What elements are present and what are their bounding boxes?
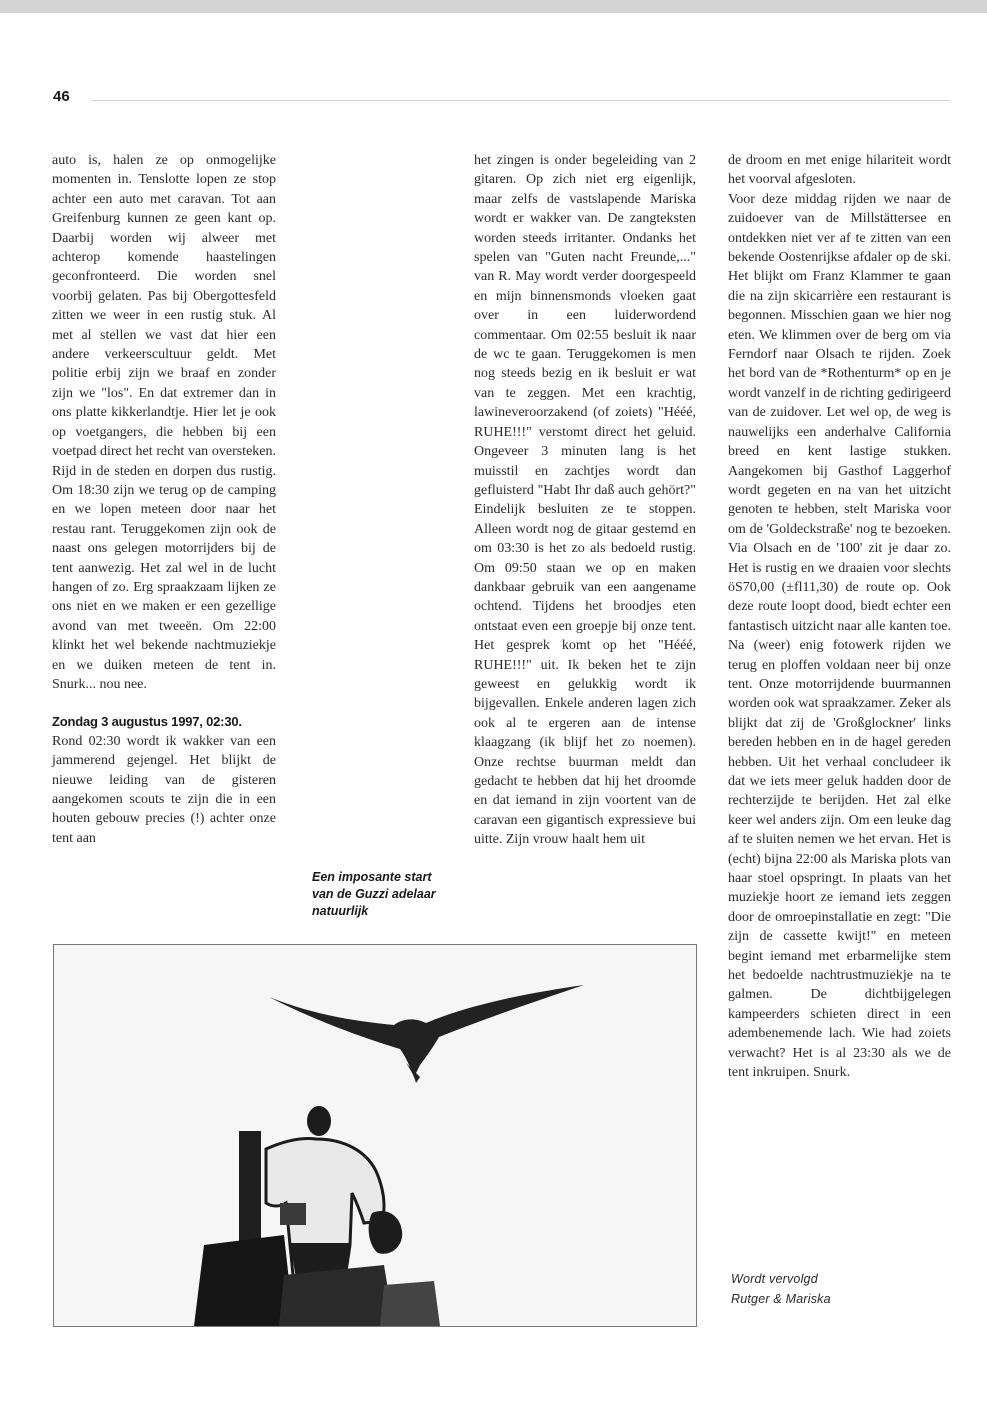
photo-caption: Een imposante start van de Guzzi adelaar natuurlijk <box>312 870 436 918</box>
header-rule <box>92 100 950 101</box>
column-1-paragraph: auto is, halen ze op onmogelijke momenten in. Tenslotte lopen ze stop achter een auto met caravan. Tot aan Greifenburg kunnen ze geen kant op. Daarbij worden wij alweer met achterop komende haastelingen geconfronteerd. Die worden snel voorbij gelaten. Pas bij Obergottesfeld zitten we weer in een rustig stuk. Al met al stellen we vast dat hier een andere verkeerscultuur geldt. Met politie erbij zijn we braaf en zonder zijn we "los". En dat extremer dan in ons platte kikkerlandtje. Hier let je ook op voetgangers, die hebben bij een voetpad direct het recht van oversteken. Rijd in de steden en dorpen dus rustig. Om 18:30 zijn we terug op de camping en we lopen meteen door naar het restau rant. Teruggekomen zijn ook de naast ons gelegen motorrijders bij de tent aanwezig. Het zal wel in de lucht hangen of zo. Erg spraakzaam lijken ze ons niet en we maken er een gezellige avond van met tweeën. Om 22:00 klinkt het wel bekende nachtmuziekje en we duiken meteen de tent in. Snurk... nou nee. <box>52 153 276 692</box>
column-1-paragraph-after-heading: Rond 02:30 wordt ik wakker van een jammerend gejengel. Het blijkt de nieuwe leiding van de gisteren aangekomen scouts te zijn die in een houten gebouw precies (!) achter onze tent aan <box>52 733 276 846</box>
column-3-paragraph-1: de droom en met enige hilariteit wordt het voorval afgesloten. <box>728 153 951 188</box>
section-heading: Zondag 3 augustus 1997, 02:30. <box>52 714 242 730</box>
article-column-1 <box>52 151 276 848</box>
eagle-photo-image <box>54 945 696 1326</box>
page-number: 46 <box>53 88 70 105</box>
scan-top-edge <box>0 0 987 13</box>
article-column-2 <box>474 151 696 850</box>
column-3-paragraph-2: Voor deze middag rijden we naar de zuidoever van de Millstättersee en ontdekken niet ver af te zitten van een bekende Oostenrijkse afdaler op de ski. Het blijkt om Franz Klammer te gaan die na zijn skicarrière een restaurant is begonnen. Misschien gaan we hier nog eten. We klimmen over de berg om via Ferndorf naar Olsach te rijden. Zoek het bord van de *Rothenturm* op en je wordt vanzelf in de richting gedirigeerd van de zuidover. Let wel op, de weg is nauwelijks een anderhalve California breed en kent lastige stukken. Aangekomen bij Gasthof Laggerhof wordt gegeten en na van het uitzicht genoten te hebben, stelt Mariska voor om de 'Goldeckstraße' nog te bezoeken. Via Olsach en de '100' zit je daar zo. Het is rustig en we draaien voor slechts öS70,00 (±fl11,30) de route op. Ook deze route loopt dood, biedt echter een fantastisch uitzicht naar alle kanten toe. Na (weer) enig fotowerk rijden we terug en ploffen voldaan neer bij onze tent. Onze motorrijdende buurmannen worden ook wat spraakzamer. Zeker als blijkt dat zij de 'Großglockner' links bereden hebben en in de hagel gereden hebben. Uit het verhaal concludeer ik dat we iets meer geluk hadden door de rechterzijde te berijden. Het zal elke keer wel anders zijn. Om een leuke dag af te sluiten nemen we het ervan. Het is (echt) bijna 22:00 als Mariska plots van haar stoel opspringt. In plaats van het muziekje hoort ze iemand iets zeggen door de omroepinstallatie en zegt: "Die zijn de cassette kwijt!" en meteen begint iemand met erbarmelijke stem het bedoelde nachtrustmuziekje na te galmen. De dichtbijgelegen kampeerders schieten direct in een adembenemende lach. Wie had zoiets verwacht? Het is al 23:30 als we de tent inkruipen. Snurk. <box>728 191 951 1081</box>
eagle-photo <box>53 944 697 1327</box>
to-be-continued: Wordt vervolgd <box>731 1272 818 1286</box>
article-column-3 <box>728 151 951 1083</box>
authors: Rutger & Mariska <box>731 1292 831 1306</box>
stone-wall <box>194 1235 294 1326</box>
column-2-paragraph: het zingen is onder begeleiding van 2 gitaren. Op zich niet erg eigenlijk, maar zelfs de vastslapende Mariska wordt er wakker van. De zangteksten worden steeds irritanter. Ondanks het spelen van "Guten nacht Freunde,..." van R. May wordt verder doorgespeeld en mijn binnensmonds vloeken gaat over in een luiderwordend commentaar. Om 02:55 besluit ik naar de wc te gaan. Teruggekomen is men nog steeds bezig en ik besluit er wat van te zeggen. Met een krachtig, lawineveroorzakend (of zoiets) "Hééé, RUHE!!!" verstomt direct het geluid. Ongeveer 3 minuten lang is het muisstil en zachtjes wordt dan gefluisterd "Habt Ihr daß auch gehört?" Eindelijk besluiten ze te stoppen. Alleen wordt nog de gitaar gestemd en om 03:30 is het zo als bedoeld rustig. Om 09:50 staan we op en maken dankbaar gebruik van een aangename ochtend. Tijdens het broodjes eten ontstaat even een groepje bij onze tent. Het gesprek komt op het "Hééé, RUHE!!!" uit. Ik beken het te zijn geweest en gelukkig wordt ik bijgevallen. Enkele anderen lagen zich ook al te ergeren aan de intense klaagzang (ik blijf het zo noemen). Onze rechtse buurman meldt dan gedacht te hebben dat hij het droomde en dat iemand in zijn voortent van de caravan een gigantisch expressieve bui uitte. Zijn vrouw haalt hem uit <box>474 153 696 848</box>
